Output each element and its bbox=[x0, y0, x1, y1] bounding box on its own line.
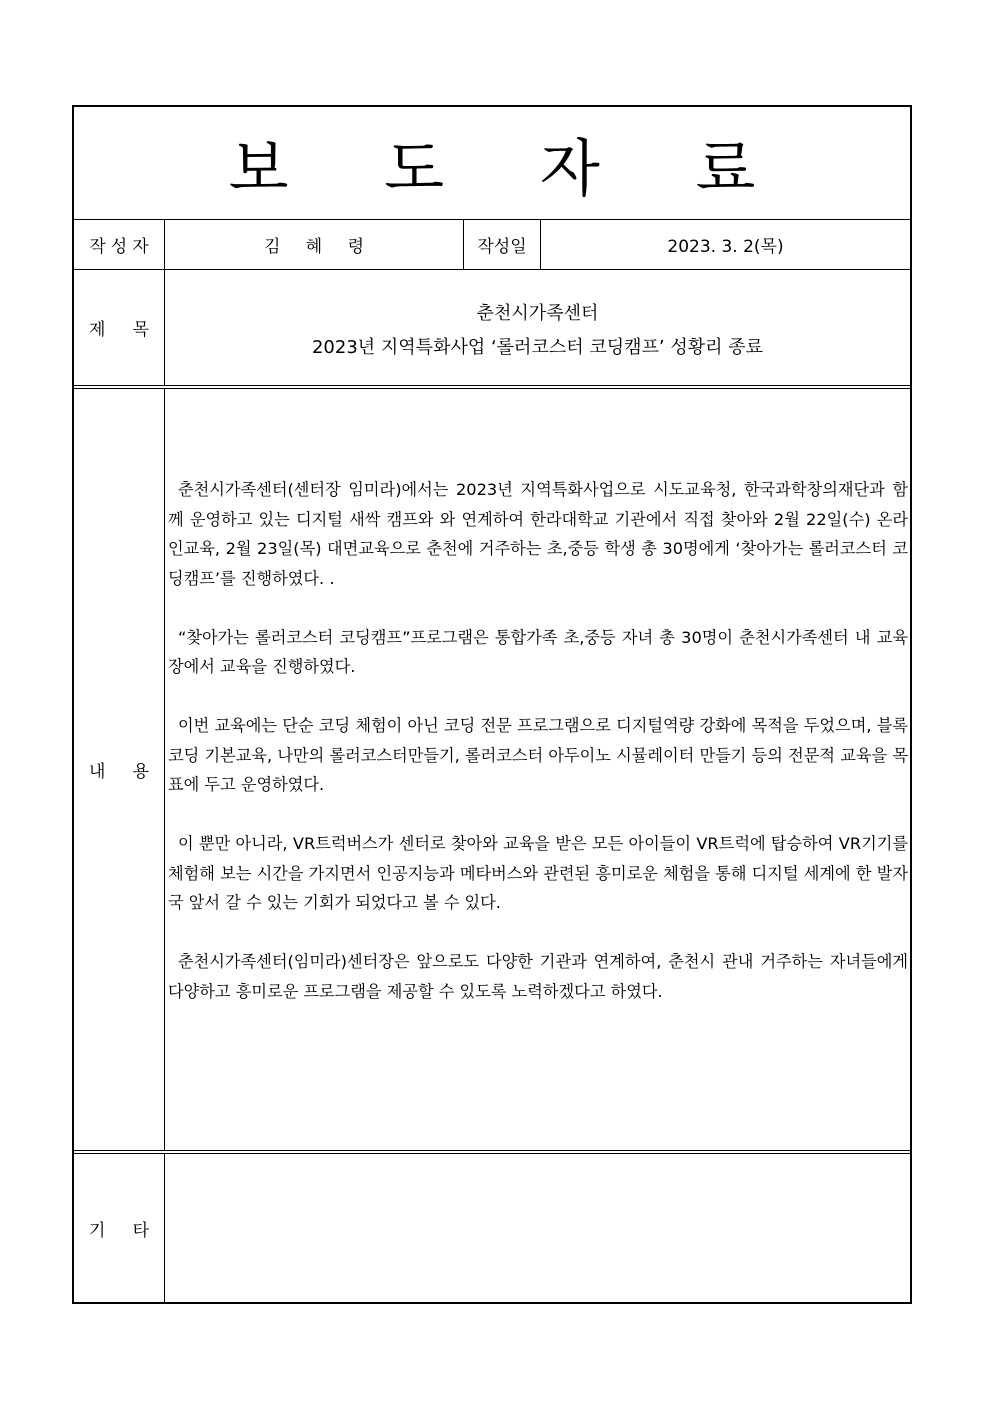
author-label: 작성자 bbox=[89, 237, 154, 257]
etc-label bbox=[89, 1216, 149, 1241]
content-paragraph: 춘천시가족센터(임미라)센터장은 앞으로도 다양한 기관과 연계하여, 춘천시 관내 거주하는 자녀들에게 다양하고 흥미로운 프로그램을 제공할 수 있도록 노력하겠다고 하였다. bbox=[168, 952, 908, 1001]
date-value-cell bbox=[541, 220, 910, 269]
subject-value-cell bbox=[165, 270, 910, 385]
date-label: 작성일 bbox=[477, 237, 527, 257]
date-label-cell bbox=[464, 220, 541, 269]
page-title: 보 도 자 료 bbox=[228, 131, 794, 205]
author-name: 김 혜 령 bbox=[263, 237, 375, 257]
content-label-char: 용 bbox=[132, 762, 149, 782]
subject-row bbox=[74, 270, 910, 389]
etc-row bbox=[74, 1154, 910, 1302]
author-label-cell bbox=[74, 220, 165, 269]
content-paragraph: 이번 교육에는 단순 코딩 체험이 아닌 코딩 전문 프로그램으로 디지털역량 강화에 목적을 두었으며, 블록코딩 기본교육, 나만의 롤러코스터만들기, 롤러코스터 아두이노 시뮬레이터 만들기 등의 전문적 교육을 목표에 두고 운영하였다. bbox=[168, 716, 908, 794]
press-release-table bbox=[72, 105, 912, 1304]
subject-label-cell bbox=[74, 270, 165, 385]
content-label-char: 내 bbox=[89, 762, 106, 782]
etc-label-cell bbox=[74, 1154, 165, 1302]
subject-label-char: 제 bbox=[89, 320, 106, 340]
meta-row bbox=[74, 220, 910, 270]
etc-value-cell bbox=[165, 1154, 910, 1302]
content-paragraph: 이 뿐만 아니라, VR트럭버스가 센터로 찾아와 교육을 받은 모든 아이들이 VR트럭에 탑승하여 VR기기를 체험해 보는 시간을 가지면서 인공지능과 메타버스와 관련된 흥미로운 체험을 통해 디지털 세계에 한 발자국 앞서 갈 수 있는 기회가 되었다고 볼 수 있다. bbox=[168, 834, 908, 912]
etc-label-char: 기 bbox=[89, 1220, 106, 1241]
content-paragraph: “찾아가는 롤러코스터 코딩캠프”프로그램은 통합가족 초,중등 자녀 총 30명이 춘천시가족센터 내 교육장에서 교육을 진행하였다. bbox=[168, 627, 908, 676]
subject-label-char: 목 bbox=[132, 320, 149, 340]
subject-line-2: 2023년 지역특화사업 ‘롤러코스터 코딩캠프’ 성황리 종료 bbox=[311, 336, 763, 358]
content-row bbox=[74, 389, 910, 1154]
content-label bbox=[89, 757, 149, 782]
content-body bbox=[165, 389, 910, 1150]
etc-label-char: 타 bbox=[132, 1220, 149, 1241]
author-value-cell bbox=[165, 220, 464, 269]
content-label-cell bbox=[74, 389, 165, 1150]
title-row bbox=[74, 107, 910, 220]
subject-line-1: 춘천시가족센터 bbox=[476, 302, 599, 324]
subject-label bbox=[89, 315, 149, 340]
date-value: 2023. 3. 2(목) bbox=[667, 237, 784, 257]
content-paragraph: 춘천시가족센터(센터장 임미라)에서는 2023년 지역특화사업으로 시도교육청, 한국과학창의재단과 함께 운영하고 있는 디지털 새싹 캠프와 와 연계하여 한라대학교 기관에서 직접 찾아와 2월 22일(수) 온라인교육, 2월 23일(목) 대면교육으로 춘천에 거주하는 초,중등 학생 총 30명에게 ‘찾아가는 롤러코스터 코딩캠프’를 진행하였다. . bbox=[168, 480, 908, 588]
